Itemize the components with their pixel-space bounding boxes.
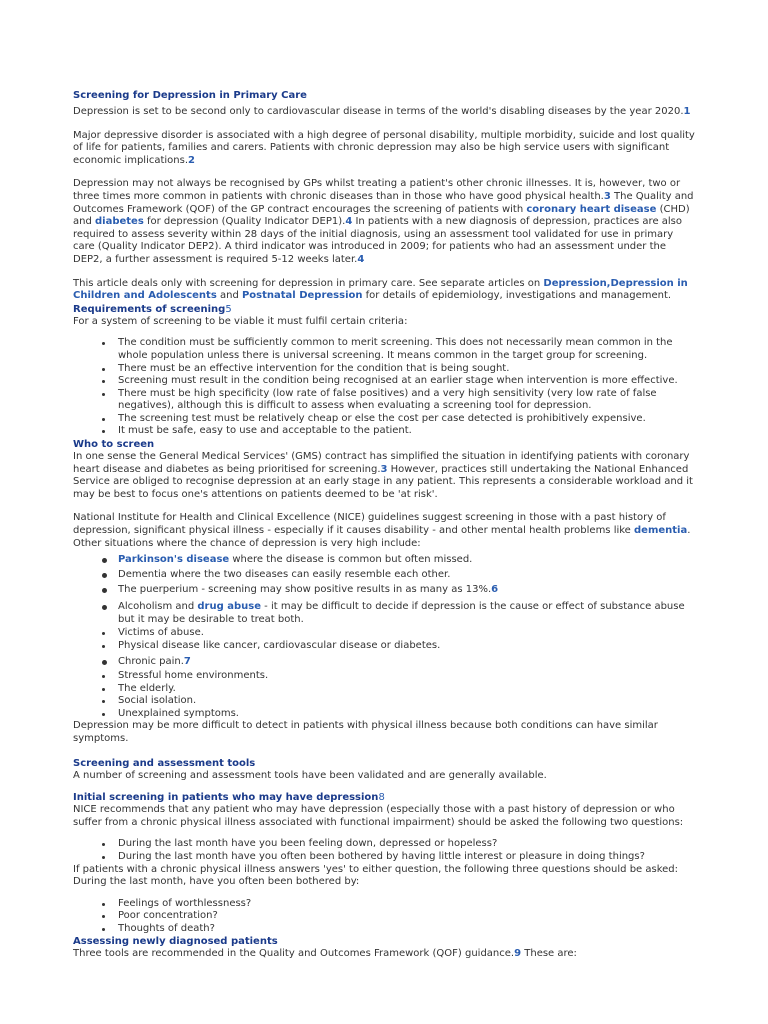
list-item: There must be high specificity (low rate of false positives) and a very high sensitivity (very low rate of false negatives), although this is difficult to assess when evaluating a screening tool for depression. xyxy=(118,388,697,413)
list-item: Dementia where the two diseases can easily resemble each other. xyxy=(118,569,697,582)
list-item: Social isolation. xyxy=(118,695,697,708)
heading-assessing: Assessing newly diagnosed patients xyxy=(73,936,278,948)
list-item: Screening must result in the condition being recognised at an earlier stage when intervention is more effective. xyxy=(118,375,697,388)
reference-link-7[interactable]: 7 xyxy=(183,656,191,668)
list-item: It must be safe, easy to use and acceptable to the patient. xyxy=(118,425,697,438)
reference-link-1[interactable]: 1 xyxy=(683,106,691,117)
article-title: Screening for Depression in Primary Care xyxy=(73,90,307,101)
list-item: Physical disease like cancer, cardiovascular disease or diabetes. xyxy=(118,640,697,653)
link-depression[interactable]: Depression, xyxy=(543,277,611,289)
link-dementia[interactable]: dementia xyxy=(634,525,688,537)
reference-link-4[interactable]: 4 xyxy=(345,216,353,228)
paragraph-followup: If patients with a chronic physical illness answers 'yes' to either question, the following three questions should be asked: During the last month, have you often been bothered by: xyxy=(73,863,679,888)
risk-list-pain xyxy=(73,656,697,669)
paragraph-disability: Major depressive disorder is associated with a high degree of personal disability, multiple morbidity, suicide and lost quality of life for patients, families and carers. Patients with chronic depression may also be high service users with significant economic implications.2 xyxy=(73,129,695,166)
reference-link-8[interactable]: 8 xyxy=(378,792,385,804)
paragraph-scope: This article deals only with screening for depression in primary care. See separate articles on Depression,Depression in Children and Adolescents and Postnatal Depression for details of epidemiology, investigations and management. xyxy=(73,277,688,302)
paragraph-qof: Depression may not always be recognised by GPs whilst treating a patient's other chronic illnesses. It is, however, two or three times more common in patients with chronic diseases than in those who have good physical health.3 The Quality and Outcomes Framework (QOF) of the GP contract encourages the screening of patients with coronary heart disease (CHD) and diabetes for depression (Quality Indicator DEP1).4 In patients with a new diagnosis of depression, practices are also required to assess severity within 28 days of the initial diagnosis, using an assessment tool validated for use in primary care (Quality Indicator DEP2). A third indicator was introduced in 2009; for patients who had an assessment under the DEP2, a further assessment is required 5-12 weeks later.4 xyxy=(73,178,694,265)
list-item: Parkinson's disease where the disease is common but often missed. xyxy=(118,554,697,567)
list-item: Stressful home environments. xyxy=(118,670,697,683)
list-item: During the last month have you been feeling down, depressed or hopeless? xyxy=(118,838,697,851)
link-parkinsons-disease[interactable]: Parkinson's disease xyxy=(118,554,230,566)
list-item: There must be an effective intervention for the condition that is being sought. xyxy=(118,363,697,376)
reference-link-9[interactable]: 9 xyxy=(514,948,522,960)
requirements-intro: For a system of screening to be viable it must fulfil certain criteria: xyxy=(73,315,408,327)
list-item: The puerperium - screening may show positive results in as many as 13%.6 xyxy=(118,584,697,597)
reference-link-2[interactable]: 2 xyxy=(188,154,195,166)
article-body xyxy=(73,89,697,961)
risk-list-continued xyxy=(73,627,697,652)
paragraph-nice-questions: NICE recommends that any patient who may have depression (especially those with a past history of depression or who suffer from a chronic physical illness associated with functional impairment) should be asked the following two questions: xyxy=(73,804,684,828)
paragraph-tools: A number of screening and assessment tools have been validated and are generally available. xyxy=(73,769,547,781)
list-item: Unexplained symptoms. xyxy=(118,708,697,721)
list-item: Chronic pain.7 xyxy=(118,656,697,669)
list-item: Poor concentration? xyxy=(118,910,697,923)
heading-who-to-screen: Who to screen xyxy=(73,439,155,451)
risk-list-more xyxy=(73,670,697,720)
link-drug-abuse[interactable]: drug abuse xyxy=(197,601,261,612)
reference-link-3[interactable]: 3 xyxy=(603,190,611,202)
link-depression-children[interactable]: Depression in Children and Adolescents xyxy=(73,277,688,302)
link-postnatal-depression[interactable]: Postnatal Depression xyxy=(241,290,363,302)
questions-list xyxy=(73,838,697,863)
link-diabetes[interactable]: diabetes xyxy=(95,216,144,228)
list-item: Victims of abuse. xyxy=(118,627,697,640)
heading-requirements: Requirements of screening5 xyxy=(73,303,232,315)
list-item: Feelings of worthlessness? xyxy=(118,898,697,911)
paragraph-nice: National Institute for Health and Clinical Excellence (NICE) guidelines suggest screening in those with a past history of depression, significant physical illness - especially if it causes disability - and other mental health problems like dementia. Other situations where the chance of depression is very high include: xyxy=(73,512,691,549)
heading-initial-screening: Initial screening in patients who may have depression8 xyxy=(73,792,385,804)
list-item: The condition must be sufficiently common to merit screening. This does not necessarily mean common in the whole population unless there is universal screening. It means common in the target group for screening. xyxy=(118,337,697,362)
link-coronary-heart-disease[interactable]: coronary heart disease xyxy=(526,203,657,215)
risk-list xyxy=(73,554,697,626)
followup-list xyxy=(73,898,697,936)
list-item: Thoughts of death? xyxy=(118,923,697,936)
paragraph-intro: Depression is set to be second only to cardiovascular disease in terms of the world's disabling diseases by the year 2020.1 xyxy=(73,106,691,117)
list-item: Alcoholism and drug abuse - it may be difficult to decide if depression is the cause or effect of substance abuse but it may be desirable to treat both. xyxy=(118,601,697,626)
list-item: The screening test must be relatively cheap or else the cost per case detected is prohibitively expensive. xyxy=(118,413,697,426)
list-item: During the last month have you often been bothered by having little interest or pleasure in doing things? xyxy=(118,851,697,864)
reference-link-3b[interactable]: 3 xyxy=(380,463,388,475)
heading-tools: Screening and assessment tools xyxy=(73,757,256,769)
requirements-list xyxy=(73,337,697,438)
reference-link-4b[interactable]: 4 xyxy=(357,253,365,265)
reference-link-6[interactable]: 6 xyxy=(491,584,499,596)
paragraph-physical-illness: Depression may be more difficult to detect in patients with physical illness because both conditions can have similar symptoms. xyxy=(73,720,658,744)
list-item: The elderly. xyxy=(118,683,697,696)
paragraph-assessing: Three tools are recommended in the Quality and Outcomes Framework (QOF) guidance.9 These are: xyxy=(73,948,577,960)
paragraph-gms: In one sense the General Medical Services' (GMS) contract has simplified the situation in identifying patients with coronary heart disease and diabetes as being prioritised for screening.3 However, practices still undertaking the National Enhanced Service are obliged to recognise depression at an early stage in any patient. This represents a considerable workload and it may be best to focus one's attentions on patients deemed to be 'at risk'. xyxy=(73,451,693,500)
reference-link-5[interactable]: 5 xyxy=(225,303,232,315)
